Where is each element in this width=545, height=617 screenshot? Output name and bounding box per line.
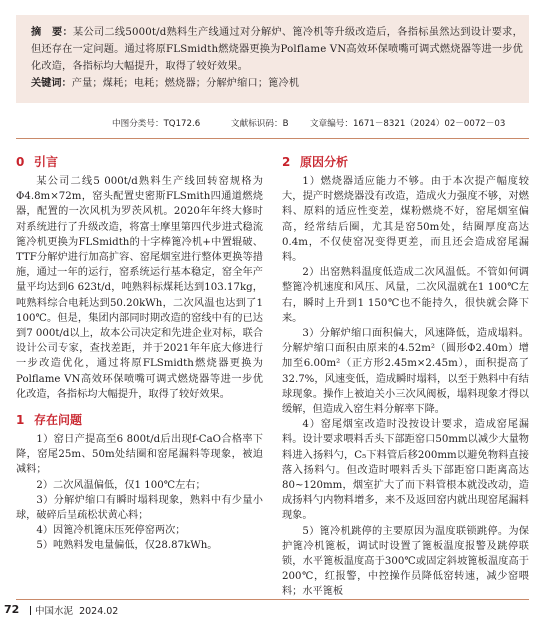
cause-item: 5）篦冷机跳停的主要原因为温度联锁跳停。为保护篦冷机篦板，调试时设置了篦板温度报警及跳停联锁，水平篦板温度高于300℃或固定斜坡篦板温度高于200℃，红报警，中控操作员降低窑转速，减少窑喂料；水平篦板 xyxy=(282,525,529,598)
section-0-heading xyxy=(16,154,263,170)
header-divider xyxy=(16,138,529,139)
section-2-title: 原因分析 xyxy=(300,155,349,169)
keywords-label: 关键词： xyxy=(31,78,72,89)
cause-item: 1）燃烧器适应能力不够。由于本次提产幅度较大，提产时燃烧器没有改造，造成火力强度不够，对燃料、原料的适应性变差，煤粉燃烧不好，窑尾烟室偏高，经常结后圈，尤其是窑50m处，结圈厚度高达0.4m，不仅使窑况变得更差，而且还会造成窑尾漏料。 xyxy=(282,176,529,264)
abstract-body: 某公司二线5000t/d熟料生产线通过对分解炉、篦冷机等升级改造后，各指标虽然达到设计要求，但还存在一定问题。通过将原FLSmidth燃烧器更换为Polflame VN高效环保喷嘴可调式燃烧器等进一步优化改造，各指标均大幅提升，取得了较好效果。 xyxy=(31,27,523,72)
article-number: 文章编号：1671－8321（2024）02－0072－03 xyxy=(310,119,506,129)
issue-number: 2024.02 xyxy=(79,606,119,617)
section-2-heading xyxy=(282,154,529,170)
problem-item: 5）吨熟料发电量偏低，仅28.87kWh。 xyxy=(36,540,218,552)
problem-item: 4）因篦冷机篦床压死停窑两次； xyxy=(36,525,186,537)
journal-name: 中国水泥 xyxy=(35,606,74,617)
cause-item: 2）出窑熟料温度低造成二次风温低。不管如何调整篦冷机速度和风压、风量，二次风温就在1 100℃左右，瞬时上升到1 150℃也不能持久，很快就会降下来。 xyxy=(282,267,529,324)
page-footer xyxy=(0,595,545,617)
section-1-number: 1 xyxy=(16,413,25,428)
abstract-box xyxy=(16,15,529,103)
left-column xyxy=(16,154,263,554)
section-1-title: 存在问题 xyxy=(34,413,83,428)
problem-item: 1）窑日产提高至6 800t/d后出现f-CaO合格率下降，窑尾25m、50m处结圈和窑尾漏料等现象，被迫减料； xyxy=(16,434,263,476)
footer-divider xyxy=(16,599,529,600)
keywords: 产量；煤耗；电耗；燃烧器；分解炉缩口；篦冷机 xyxy=(71,78,300,89)
journal-info xyxy=(26,603,118,617)
clc-number: 中图分类号：TQ172.6 xyxy=(112,119,201,129)
abstract-text xyxy=(31,24,523,92)
separator-mark xyxy=(30,606,31,615)
problem-item: 3）分解炉缩口有瞬时塌料现象，熟料中有少量小球，破碎后呈疏松状黄心料； xyxy=(16,494,263,522)
section-1-heading xyxy=(16,412,263,428)
abstract-label: 摘 要： xyxy=(31,27,73,38)
section-2-number: 2 xyxy=(282,155,291,169)
problem-item: 2）二次风温偏低，仅1 100℃左右； xyxy=(36,479,206,491)
intro-paragraph: 某公司二线5 000t/d熟料生产线回转窑规格为Φ4.8m×72m，窑头配置史密斯FLSmith四通道燃烧器，配置的一次风机为罗茨风机。2020年年终大修时对系统进行了升级改造，将富士摩里第四代步进式稳流篦冷机更换为FLSmidth的十字棒篦冷机+中置辊破、TTF分解炉进行加高扩容、窑尾烟室进行整体更换等措施，通过一年的运行，窑系统运行基本稳定，窑全年产量平均达到6 623t/d，吨熟料标煤耗达到103.17kg，吨熟料综合电耗达到50.20kWh，二次风温也达到了1 100℃。但是，集团内部同时期改造的窑线中有的已达到7 000t/d以上，故本公司决定和先进企业对标，联合设计公司专家，查找差距，并于2021年年底大修进行一步改造优化，通过将原FLSmidth燃烧器更换为Polflame VN高效环保喷嘴可调式燃烧器等进一步优化改造，各指标均大幅提升，取得了较好效果。 xyxy=(16,176,263,400)
document-code: 文献标识码：B xyxy=(231,119,289,129)
cause-item: 3）分解炉缩口面积偏大，风速降低，造成塌料。分解炉缩口面积由原来的4.52m²（圆形Φ2.40m）增加至6.00m²（正方形2.45m×2.45m），面积提高了32.7%，风速变低，造成瞬时塌料，以至于熟料中有结球现象。操作上被迫关小三次风阀板，塌料现象才得以缓解，但造成入窑生料分解率下降。 xyxy=(282,328,529,416)
section-0-title: 引言 xyxy=(34,155,59,169)
page-number: 72 xyxy=(4,603,20,616)
right-column xyxy=(282,154,529,600)
cause-item: 4）窑尾烟室改造时没按设计要求，造成窑尾漏料。设计要求喂料舌头下部距窑口50mm以减少大量物料进入扬料勺，C₅下料管后移200mm以避免物料直接落入扬料勺。但改造时喂料舌头下部距窑口距离高达80~120mm，烟室扩大了而下料管根本就没改动，造成扬料勺内物料增多，来不及返回窑内就出现窑尾漏料现象。 xyxy=(282,419,529,522)
section-0-number: 0 xyxy=(16,155,25,169)
